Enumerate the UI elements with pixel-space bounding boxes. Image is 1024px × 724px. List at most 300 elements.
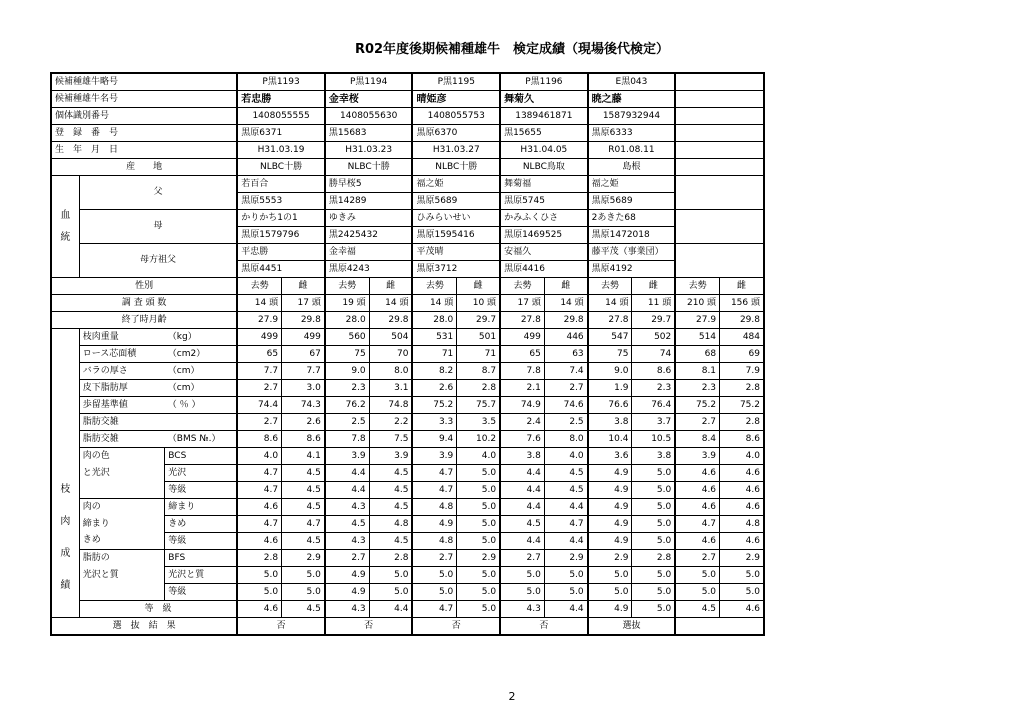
grade-value: 5.0 [457,584,500,601]
trait-value: 75.2 [675,397,719,414]
grade-group-label: きめ [79,533,165,550]
trait-value: 501 [457,329,500,346]
grade-value: 5.0 [457,533,500,550]
grade-value: 5.0 [457,601,500,618]
grade-value: 2.9 [282,550,325,567]
final-age-value: 28.0 [412,312,456,329]
grade-value: 2.7 [325,550,369,567]
pedigree-mgs-row [51,244,764,261]
id-number-value: 1408055753 [412,108,500,125]
head-count-value: 210 頭 [675,295,719,312]
grade-value: 5.0 [720,584,764,601]
grade-value: 4.5 [282,482,325,499]
trait-value: 8.0 [369,363,412,380]
trait-value: 75.2 [720,397,764,414]
trait-value: 10.4 [588,431,632,448]
trait-value: 2.5 [325,414,369,431]
grade-value: 3.8 [632,448,675,465]
trait-value: 499 [237,329,281,346]
trait-value: 2.7 [675,414,719,431]
grade-sub-row [51,482,764,499]
trait-value: 8.1 [675,363,719,380]
dam-reg: 黒原1469525 [500,227,588,244]
trait-value: 2.7 [237,414,281,431]
dam-name: かりかち1の1 [237,210,325,227]
dam-name: 2あきた68 [588,210,676,227]
final-age-value: 29.7 [457,312,500,329]
sex-value: 雌 [369,278,412,295]
origin-value: 島根 [588,159,676,176]
id-number-label: 個体識別番号 [51,108,237,125]
trait-value: 10.2 [457,431,500,448]
trait-label: ロース芯面積 [79,346,165,363]
bull-abbr-label: 候補種雄牛略号 [51,73,237,91]
mgs-reg: 黒原4451 [237,261,325,278]
bull-name-value: 晴姫彦 [412,91,500,108]
grade-value: 4.6 [720,482,764,499]
dam-reg: 黒原1579796 [237,227,325,244]
grade-value: 5.0 [588,567,632,584]
selection-result: 選抜 [588,618,676,636]
sex-value: 雌 [457,278,500,295]
grade-value: 4.5 [282,465,325,482]
trait-value: 69 [720,346,764,363]
trait-value: 65 [500,346,544,363]
final-age-value: 28.0 [325,312,369,329]
origin-value: NLBC鳥取 [500,159,588,176]
grade-value: 4.3 [325,533,369,550]
trait-value: 74.9 [500,397,544,414]
mgs-name: 金幸福 [325,244,413,261]
grade-value: 2.9 [588,550,632,567]
grade-sub-row [51,567,764,584]
grade-value: 2.9 [544,550,587,567]
grade-value: 5.0 [632,584,675,601]
grade-group-label [79,584,165,601]
grade-group-label: 肉の色 [79,448,165,465]
grade-value: 4.5 [544,465,587,482]
grade-value: 2.9 [457,550,500,567]
grade-group-label: 締まり [79,516,165,533]
pedigree-char: 血 [60,209,71,221]
sex-value: 雌 [544,278,587,295]
trait-value: 8.6 [282,431,325,448]
trait-value: 63 [544,346,587,363]
grade-value: 4.5 [369,482,412,499]
test-results-table [50,72,765,636]
avg-blank [675,244,764,278]
grade-value: 4.6 [675,533,719,550]
grade-value: 4.5 [369,465,412,482]
sex-value: 雌 [282,278,325,295]
trait-value: 484 [720,329,764,346]
avg-blank [675,125,764,142]
grade-value: 5.0 [237,567,281,584]
selection-result: 否 [325,618,413,636]
avg-blank [675,159,764,176]
trait-value: 7.5 [369,431,412,448]
final-age-value: 27.9 [675,312,719,329]
dam-reg: 黒2425432 [325,227,413,244]
grade-value: 3.9 [412,448,456,465]
carcass-char: 成 [60,548,71,559]
birth-date-value: H31.03.23 [325,142,413,159]
birth-date-value: R01.08.11 [588,142,676,159]
head-count-value: 17 頭 [282,295,325,312]
trait-value: 75 [325,346,369,363]
head-count-value: 14 頭 [237,295,281,312]
dam-reg: 黒原1595416 [412,227,500,244]
sire-reg: 黒14289 [325,193,413,210]
mgs-reg: 黒原4192 [588,261,676,278]
grade-value: 4.9 [412,516,456,533]
pedigree-vertical-label [51,176,79,278]
mgs-label: 母方祖父 [79,244,237,278]
grade-value: 4.4 [544,499,587,516]
mgs-name: 平忠勝 [237,244,325,261]
trait-value: 3.1 [369,380,412,397]
head-count-value: 14 頭 [544,295,587,312]
grade-value: 4.6 [237,533,281,550]
grade-value: 4.0 [457,448,500,465]
grade-group-label: 脂肪の [79,550,165,567]
grade-value: 5.0 [632,465,675,482]
trait-value: 2.3 [325,380,369,397]
trait-unit: （cm2） [165,346,238,363]
grade-value: 4.4 [325,465,369,482]
carcass-vertical-label [51,329,79,618]
grade-group-label: 肉の [79,499,165,516]
trait-value: 2.2 [369,414,412,431]
head-count-value: 17 頭 [500,295,544,312]
trait-value: 2.8 [720,380,764,397]
trait-value: 2.4 [500,414,544,431]
trait-unit: （cm） [165,380,238,397]
grade-value: 4.7 [412,465,456,482]
grade-value: 5.0 [412,584,456,601]
grade-group-label [79,482,165,499]
grade-value: 5.0 [544,567,587,584]
sex-value: 去勢 [325,278,369,295]
grade-value: 4.7 [675,516,719,533]
grade-value: 2.7 [500,550,544,567]
trait-row [51,346,764,363]
grade-value: 4.3 [325,499,369,516]
mgs-name: 平茂晴 [412,244,500,261]
final-age-value: 29.8 [544,312,587,329]
avg-blank [675,73,764,91]
trait-value: 3.8 [588,414,632,431]
grade-value: 5.0 [282,567,325,584]
trait-value: 3.3 [412,414,456,431]
trait-row [51,363,764,380]
grade-value: 4.5 [369,499,412,516]
reg-number-value: 黒原6371 [237,125,325,142]
grade-value: 4.4 [544,533,587,550]
grade-value: 4.9 [325,584,369,601]
grade-value: 4.5 [500,516,544,533]
trait-value: 2.6 [412,380,456,397]
grade-sub-label: BFS [165,550,238,567]
trait-value: 74.4 [237,397,281,414]
sex-value: 雌 [632,278,675,295]
grade-value: 5.0 [632,499,675,516]
grade-value: 5.0 [457,465,500,482]
trait-value: 2.1 [500,380,544,397]
grade-value: 4.6 [720,533,764,550]
grade-value: 3.8 [500,448,544,465]
trait-value: 499 [500,329,544,346]
grade-sub-label: 等級 [165,533,238,550]
origin-value: NLBC十勝 [325,159,413,176]
head-count-value: 14 頭 [412,295,456,312]
trait-value: 65 [237,346,281,363]
trait-label: 歩留基準値 [79,397,165,414]
grade-value: 4.3 [325,601,369,618]
trait-value: 514 [675,329,719,346]
sire-name: 舞菊福 [500,176,588,193]
birth-date-label: 生 年 月 日 [51,142,237,159]
final-age-row [51,312,764,329]
trait-value: 2.8 [720,414,764,431]
grade-value: 4.9 [588,533,632,550]
pedigree-dam-row [51,210,764,227]
grade-value: 5.0 [544,584,587,601]
trait-value: 8.6 [237,431,281,448]
grade-value: 4.8 [412,533,456,550]
grade-sub-label: BCS [165,448,238,465]
sire-name: 若百合 [237,176,325,193]
trait-value: 2.3 [675,380,719,397]
trait-unit [165,414,238,431]
grade-value: 4.6 [237,499,281,516]
grade-value: 3.6 [588,448,632,465]
grade-value: 5.0 [675,567,719,584]
grade-value: 5.0 [237,584,281,601]
grade-value: 4.8 [412,499,456,516]
trait-value: 9.0 [325,363,369,380]
grade-value: 5.0 [457,516,500,533]
grade-value: 5.0 [457,499,500,516]
head-count-value: 14 頭 [588,295,632,312]
head-count-value: 156 頭 [720,295,764,312]
trait-row [51,414,764,431]
mgs-reg: 黒原4416 [500,261,588,278]
grade-value: 2.8 [369,550,412,567]
grade-value: 5.0 [675,584,719,601]
sire-reg: 黒原5745 [500,193,588,210]
final-age-value: 27.8 [500,312,544,329]
trait-value: 68 [675,346,719,363]
trait-value: 7.8 [500,363,544,380]
trait-value: 2.3 [632,380,675,397]
grade-value: 4.9 [588,601,632,618]
trait-value: 2.6 [282,414,325,431]
trait-value: 74.6 [544,397,587,414]
reg-number-value: 黒15683 [325,125,413,142]
trait-value: 75 [588,346,632,363]
grade-value: 4.7 [237,516,281,533]
grade-label: 等 級 [79,601,237,618]
grade-value: 4.5 [282,533,325,550]
trait-row [51,329,764,346]
trait-value: 2.7 [237,380,281,397]
sire-reg: 黒原5553 [237,193,325,210]
trait-label: 脂肪交雑 [79,414,165,431]
grade-sub-row [51,584,764,601]
trait-value: 74.8 [369,397,412,414]
grade-value: 4.4 [500,482,544,499]
avg-blank [675,618,764,636]
grade-value: 4.6 [720,465,764,482]
trait-row [51,397,764,414]
grade-value: 4.9 [588,499,632,516]
trait-value: 499 [282,329,325,346]
grade-value: 5.0 [412,567,456,584]
grade-value: 4.5 [325,516,369,533]
grade-value: 5.0 [632,516,675,533]
trait-value: 2.7 [544,380,587,397]
grade-group-label: と光沢 [79,465,165,482]
grade-sub-row [51,499,764,516]
grade-value: 2.8 [632,550,675,567]
mgs-reg: 黒原4243 [325,261,413,278]
grade-value: 4.6 [675,482,719,499]
trait-value: 531 [412,329,456,346]
birth-date-row [51,142,764,159]
dam-label: 母 [79,210,237,244]
grade-value: 4.9 [588,465,632,482]
bull-name-value: 舞菊久 [500,91,588,108]
grade-value: 4.9 [588,516,632,533]
bull-name-row [51,91,764,108]
trait-value: 1.9 [588,380,632,397]
trait-value: 446 [544,329,587,346]
trait-value: 547 [588,329,632,346]
sex-label: 性別 [51,278,237,295]
bull-name-value: 金幸桜 [325,91,413,108]
trait-value: 9.4 [412,431,456,448]
trait-value: 8.4 [675,431,719,448]
grade-value: 5.0 [457,482,500,499]
trait-value: 7.8 [325,431,369,448]
grade-value: 4.8 [369,516,412,533]
grade-value: 2.7 [675,550,719,567]
final-age-value: 29.7 [632,312,675,329]
head-count-value: 19 頭 [325,295,369,312]
bull-abbr-value: P黒1195 [412,73,500,91]
trait-value: 76.6 [588,397,632,414]
page-number: 2 [508,690,516,703]
grade-value: 5.0 [369,567,412,584]
trait-value: 75.2 [412,397,456,414]
grade-row [51,601,764,618]
grade-value: 4.9 [588,482,632,499]
grade-sub-label: 等級 [165,584,238,601]
sex-value: 去勢 [675,278,719,295]
selection-result: 否 [412,618,500,636]
selection-result: 否 [500,618,588,636]
grade-sub-row [51,550,764,567]
grade-sub-row [51,516,764,533]
carcass-char: 肉 [60,516,71,527]
sire-reg: 黒原5689 [588,193,676,210]
trait-value: 71 [412,346,456,363]
reg-number-value: 黒15655 [500,125,588,142]
sex-row [51,278,764,295]
mgs-reg: 黒原3712 [412,261,500,278]
selection-label: 選 抜 結 果 [51,618,237,636]
reg-number-row [51,125,764,142]
trait-value: 76.4 [632,397,675,414]
bull-abbr-value: E黒043 [588,73,676,91]
grade-value: 4.9 [325,567,369,584]
trait-value: 9.0 [588,363,632,380]
trait-unit: （BMS №.） [165,431,238,448]
origin-value: NLBC十勝 [412,159,500,176]
trait-unit: （kg） [165,329,238,346]
sire-reg: 黒原5689 [412,193,500,210]
trait-value: 70 [369,346,412,363]
trait-value: 560 [325,329,369,346]
grade-value: 4.7 [544,516,587,533]
trait-value: 3.5 [457,414,500,431]
trait-value: 74 [632,346,675,363]
bull-abbr-value: P黒1194 [325,73,413,91]
trait-value: 3.0 [282,380,325,397]
grade-sub-label: 締まり [165,499,238,516]
grade-value: 5.0 [632,482,675,499]
grade-value: 4.6 [720,601,764,618]
sex-value: 去勢 [500,278,544,295]
dam-name: ひみらいせい [412,210,500,227]
grade-value: 4.5 [675,601,719,618]
trait-label: 脂肪交雑 [79,431,165,448]
grade-value: 4.7 [237,465,281,482]
avg-blank [675,91,764,108]
grade-value: 4.0 [544,448,587,465]
grade-group-label: 光沢と質 [79,567,165,584]
head-count-row [51,295,764,312]
trait-value: 7.4 [544,363,587,380]
trait-value: 7.6 [500,431,544,448]
birth-date-value: H31.04.05 [500,142,588,159]
sex-value: 去勢 [412,278,456,295]
pedigree-sire-row [51,176,764,193]
trait-unit: （cm） [165,363,238,380]
sex-value: 去勢 [588,278,632,295]
grade-value: 4.4 [500,533,544,550]
trait-value: 8.0 [544,431,587,448]
reg-number-value: 黒原6333 [588,125,676,142]
grade-value: 4.4 [500,465,544,482]
trait-label: バラの厚さ [79,363,165,380]
id-number-value: 1389461871 [500,108,588,125]
id-number-value: 1408055630 [325,108,413,125]
trait-value: 2.8 [457,380,500,397]
trait-value: 7.7 [237,363,281,380]
grade-value: 4.7 [282,516,325,533]
grade-value: 4.3 [500,601,544,618]
birth-date-value: H31.03.27 [412,142,500,159]
grade-value: 4.5 [544,482,587,499]
grade-value: 4.7 [412,482,456,499]
reg-number-value: 黒原6370 [412,125,500,142]
birth-date-value: H31.03.19 [237,142,325,159]
bull-abbr-value: P黒1196 [500,73,588,91]
grade-value: 5.0 [720,567,764,584]
bull-abbr-value: P黒1193 [237,73,325,91]
